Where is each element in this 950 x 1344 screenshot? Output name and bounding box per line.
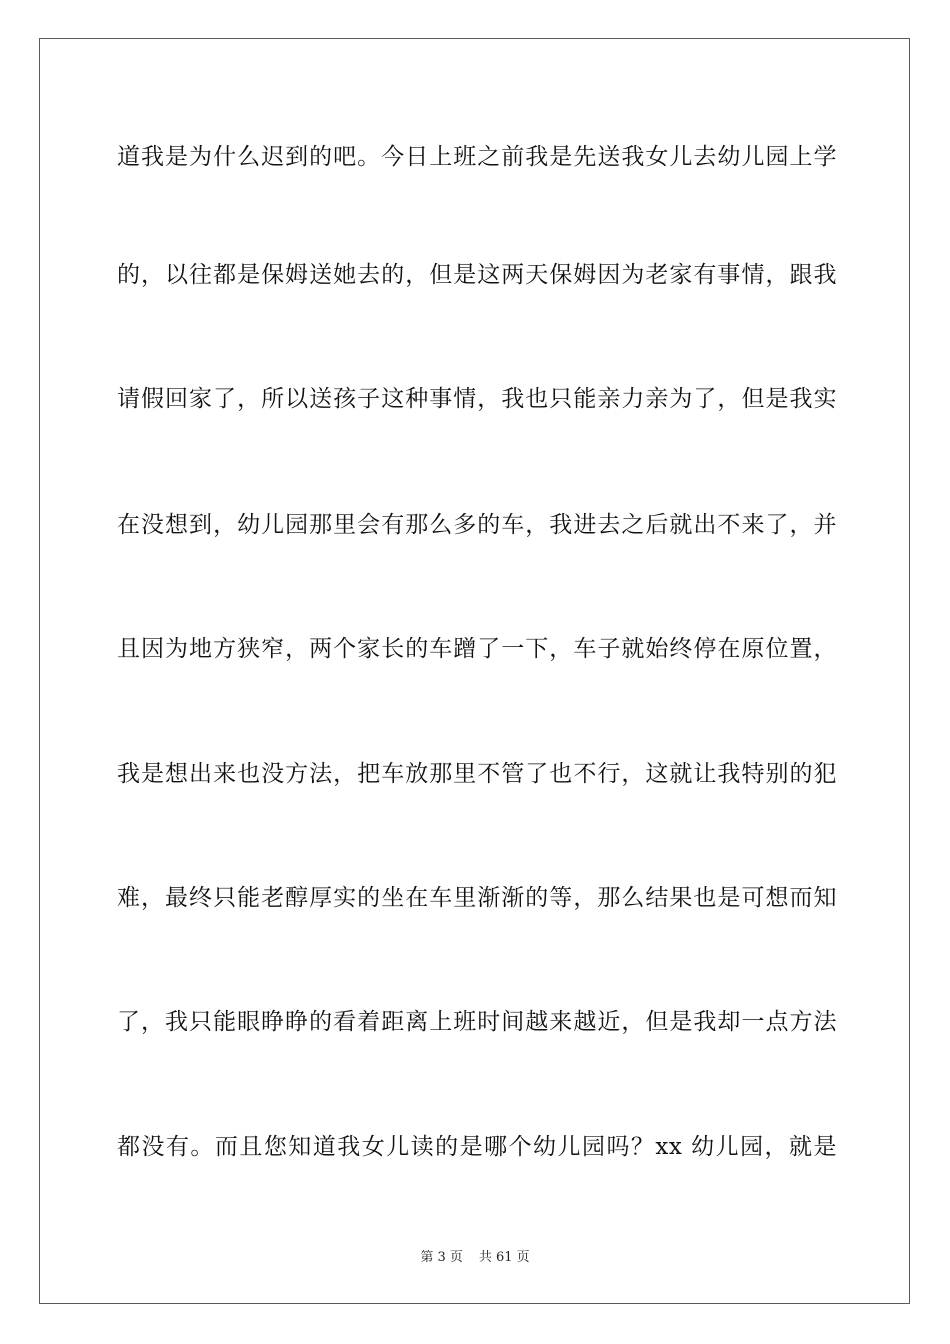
body-text-line: 难，最终只能老醇厚实的坐在车里渐渐的等，那么结果也是可想而知 <box>117 885 837 911</box>
body-text-line: 我是想出来也没方法，把车放那里不管了也不行，这就让我特别的犯 <box>117 761 837 787</box>
page-number: 第 3 页 <box>420 1250 463 1265</box>
body-text-line: 的，以往都是保姆送她去的，但是这两天保姆因为老家有事情，跟我 <box>117 262 837 288</box>
body-text-line: 了，我只能眼睁睁的看着距离上班时间越来越近，但是我却一点方法 <box>117 1009 837 1035</box>
body-text-line: 请假回家了，所以送孩子这种事情，我也只能亲力亲为了，但是我实 <box>117 386 837 412</box>
body-text-line: 都没有。而且您知道我女儿读的是哪个幼儿园吗？xx 幼儿园，就是 <box>117 1134 837 1160</box>
page-border <box>39 38 910 1304</box>
page-footer <box>0 1246 950 1265</box>
body-text-line: 在没想到，幼儿园那里会有那么多的车，我进去之后就出不来了，并 <box>117 512 837 538</box>
total-pages: 共 61 页 <box>478 1250 530 1265</box>
body-text-line: 道我是为什么迟到的吧。今日上班之前我是先送我女儿去幼儿园上学 <box>117 144 837 170</box>
body-text-line: 且因为地方狭窄，两个家长的车蹭了一下，车子就始终停在原位置， <box>117 636 837 662</box>
